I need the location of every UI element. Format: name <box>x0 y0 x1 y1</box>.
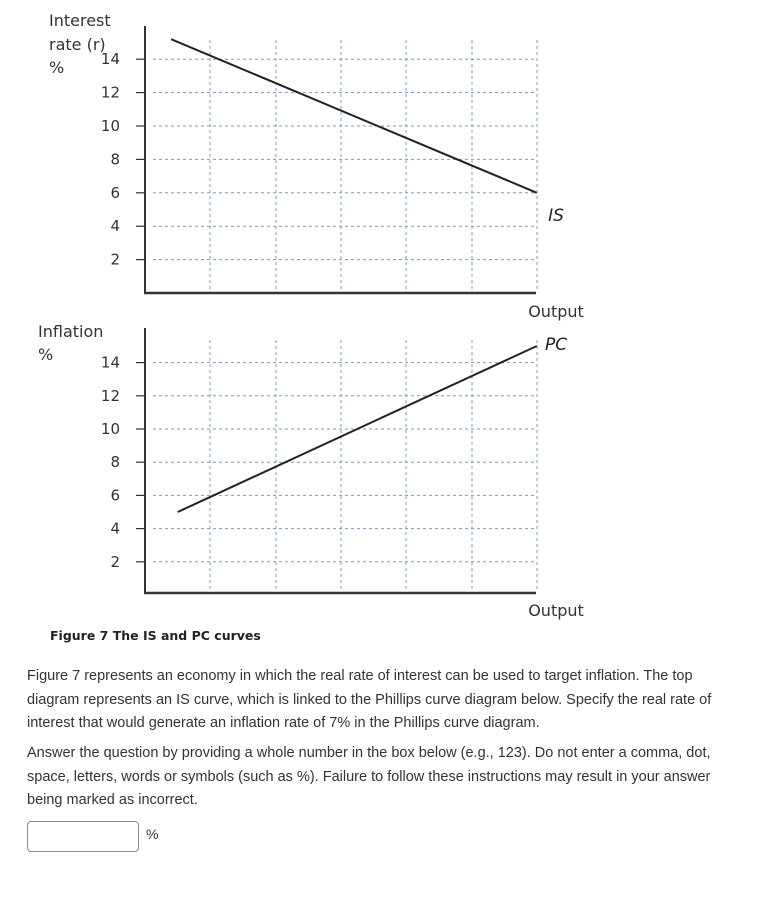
answer-input[interactable] <box>27 821 139 852</box>
y-tick-label: 4 <box>110 519 120 538</box>
y-tick-label: 2 <box>110 552 120 571</box>
y-tick-label: 2 <box>110 250 120 269</box>
y-axis-label: Inflation <box>38 322 104 341</box>
figure-caption: Figure 7 The IS and PC curves <box>50 628 261 643</box>
y-tick-label: 4 <box>110 217 120 236</box>
y-axis-label: % <box>49 58 65 77</box>
is-curve <box>171 39 537 193</box>
y-tick-label: 10 <box>100 117 120 135</box>
y-tick-label: 8 <box>110 453 120 472</box>
x-axis-label: Output <box>528 601 584 620</box>
pc-curve-label: PC <box>544 335 568 355</box>
y-axis-label: rate (r) <box>49 35 106 54</box>
y-tick-label: 8 <box>110 150 120 169</box>
instructions-paragraph: Answer the question by providing a whole number in the box below (e.g., 123). Do not enter a comma, dot, space, letters, words or symbols (such as %). Failure to follow these instructions may result in your answer being marked as incorrect. <box>27 745 711 808</box>
y-tick-label: 6 <box>110 183 120 202</box>
y-axis-label: Interest <box>49 11 111 30</box>
y-tick-label: 10 <box>100 420 120 438</box>
y-tick-label: 12 <box>100 386 120 405</box>
y-axis-label: % <box>38 345 54 364</box>
y-tick-label: 6 <box>110 486 120 505</box>
y-tick-label: 14 <box>100 50 120 69</box>
is-curve-label: IS <box>548 206 564 226</box>
answer-unit: % <box>146 826 159 842</box>
x-axis-label: Output <box>528 302 584 321</box>
y-tick-label: 14 <box>100 353 120 372</box>
y-tick-label: 12 <box>100 83 120 102</box>
question-paragraph: Figure 7 represents an economy in which the real rate of interest can be used to target inflation. The top diagram represents an IS curve, which is linked to the Phillips curve diagram below. Specify the real rate of interest that would generate an inflation rate of 7% in the Phillips curve diagram. <box>27 668 712 731</box>
